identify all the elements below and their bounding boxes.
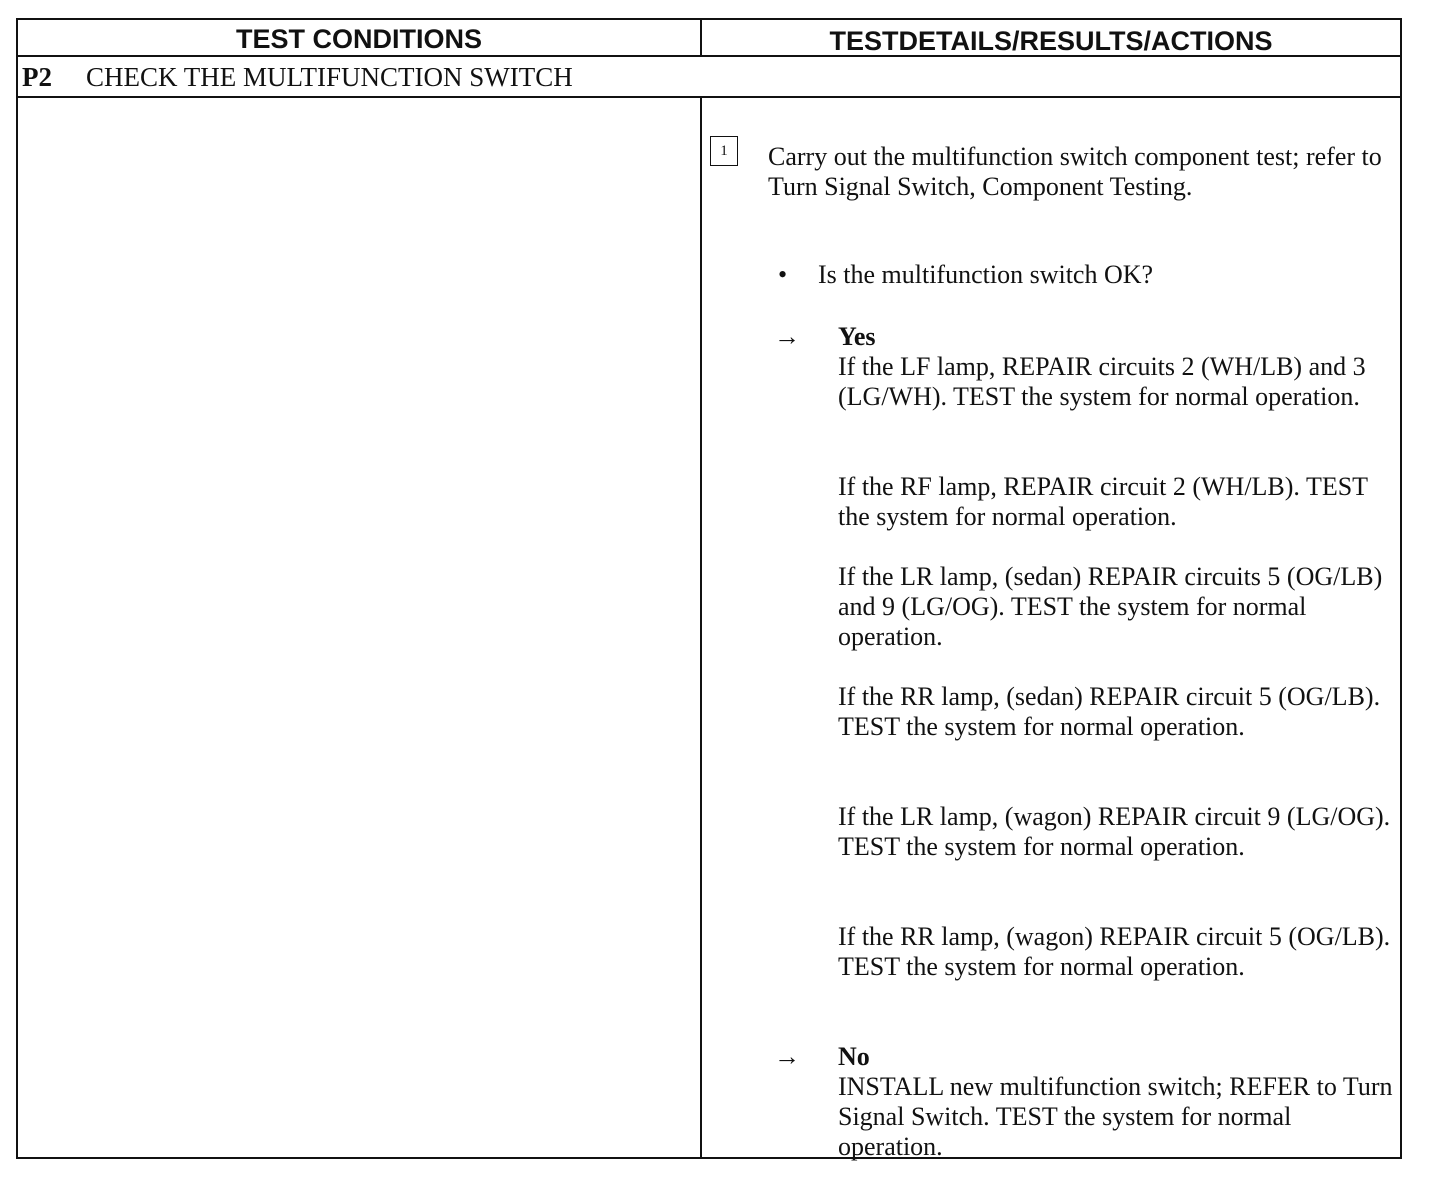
yes-paragraph-6: If the RR lamp, (wagon) REPAIR circuit 5 (OG/LB). TEST the system for normal operation. — [838, 922, 1391, 981]
no-answer — [838, 1042, 1394, 1162]
step-number-box: 1 — [710, 136, 738, 166]
header-test-details: TESTDETAILS/RESULTS/ACTIONS — [829, 26, 1273, 56]
section-id: P2 — [22, 62, 52, 92]
test-details-cell — [702, 98, 1400, 1161]
yes-answer — [838, 322, 1394, 412]
question-text: Is the multifunction switch OK? — [818, 260, 1154, 289]
yes-label: Yes — [838, 322, 876, 351]
no-text: INSTALL new multifunction switch; REFER to Turn Signal Switch. TEST the system for normal operation. — [838, 1072, 1393, 1161]
yes-paragraph-2: If the RF lamp, REPAIR circuit 2 (WH/LB). TEST the system for normal operation. — [838, 472, 1368, 531]
section-title: CHECK THE MULTIFUNCTION SWITCH — [86, 62, 573, 92]
yes-paragraph-3: If the LR lamp, (sedan) REPAIR circuits 5 (OG/LB) and 9 (LG/OG). TEST the system for normal operation. — [838, 562, 1383, 651]
no-label: No — [838, 1042, 870, 1071]
diagnostic-table — [16, 18, 1402, 1159]
arrow-right-icon: → — [774, 1042, 800, 1071]
arrow-right-icon: → — [774, 322, 800, 351]
yes-paragraph-5: If the LR lamp, (wagon) REPAIR circuit 9 (LG/OG). TEST the system for normal operation. — [838, 802, 1391, 861]
section-row — [18, 57, 1400, 98]
yes-paragraph-4: If the RR lamp, (sedan) REPAIR circuit 5 (OG/LB). TEST the system for normal operation. — [838, 682, 1381, 741]
yes-paragraph-1: If the LF lamp, REPAIR circuits 2 (WH/LB) and 3 (LG/WH). TEST the system for normal operation. — [838, 352, 1366, 411]
step-instruction: Carry out the multifunction switch component test; refer to Turn Signal Switch, Component Testing. — [768, 142, 1382, 201]
bullet-icon: • — [778, 260, 788, 289]
table-header — [18, 20, 1400, 57]
header-test-conditions: TEST CONDITIONS — [18, 20, 702, 55]
